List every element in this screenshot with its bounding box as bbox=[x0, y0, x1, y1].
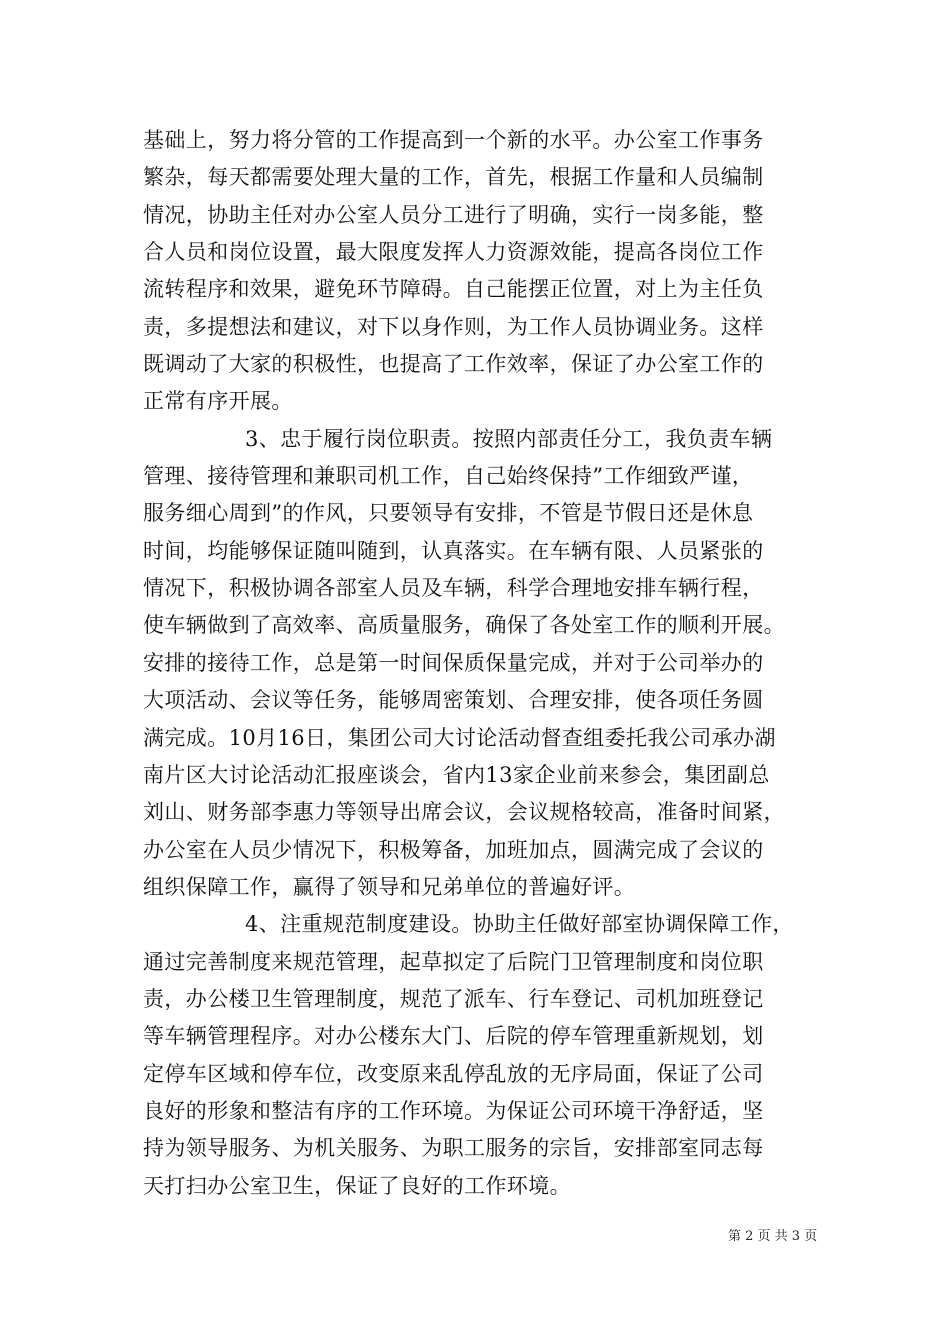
text-line: 定停车区域和停车位，改变原来乱停乱放的无序局面，保证了公司 bbox=[143, 1061, 764, 1086]
paragraph-start-line: 3、忠于履行岗位职责。按照内部责任分工，我负责车辆 bbox=[245, 426, 773, 451]
text-line: 组织保障工作，赢得了领导和兄弟单位的普遍好评。 bbox=[143, 874, 636, 899]
text-line: 良好的形象和整洁有序的工作环境。为保证公司环境干净舒适，坚 bbox=[143, 1098, 764, 1123]
text-line: 责，办公楼卫生管理制度，规范了派车、行车登记、司机加班登记 bbox=[143, 986, 764, 1011]
text-line: 使车辆做到了高效率、高质量服务，确保了各处室工作的顺利开展。 bbox=[143, 613, 785, 638]
text-line: 服务细心周到”的作风，只要领导有安排，不管是节假日还是休息 bbox=[143, 501, 754, 526]
text-line: 安排的接待工作，总是第一时间保质保量完成，并对于公司举办的 bbox=[143, 650, 764, 675]
paragraph-start-line: 4、注重规范制度建设。协助主任做好部室协调保障工作， bbox=[245, 912, 794, 937]
text-line: 天打扫办公室卫生，保证了良好的工作环境。 bbox=[143, 1173, 571, 1198]
text-line: 繁杂，每天都需要处理大量的工作，首先，根据工作量和人员编制 bbox=[143, 165, 764, 190]
text-line: 责，多提想法和建议，对下以身作则，为工作人员协调业务。这样 bbox=[143, 314, 764, 339]
text-line: 通过完善制度来规范管理，起草拟定了后院门卫管理制度和岗位职 bbox=[143, 949, 764, 974]
text-line: 南片区大讨论活动汇报座谈会，省内13家企业前来参会，集团副总 bbox=[143, 762, 770, 787]
text-line: 既调动了大家的积极性，也提高了工作效率，保证了办公室工作的 bbox=[143, 352, 764, 377]
text-line: 正常有序开展。 bbox=[143, 389, 293, 414]
text-line: 大项活动、会议等任务，能够周密策划、合理安排，使各项任务圆 bbox=[143, 688, 764, 713]
document-body bbox=[143, 122, 808, 1205]
text-line: 刘山、财务部李惠力等领导出席会议，会议规格较高，准备时间紧， bbox=[143, 800, 785, 825]
text-line: 流转程序和效果，避免环节障碍。自己能摆正位置，对上为主任负 bbox=[143, 277, 764, 302]
text-line: 办公室在人员少情况下，积极筹备，加班加点，圆满完成了会议的 bbox=[143, 837, 764, 862]
text-line: 基础上，努力将分管的工作提高到一个新的水平。办公室工作事务 bbox=[143, 128, 764, 152]
text-line: 满完成。10月16日，集团公司大讨论活动督查组委托我公司承办湖 bbox=[143, 725, 776, 750]
text-line: 管理、接待管理和兼职司机工作，自己始终保持”工作细致严谨， bbox=[143, 464, 754, 489]
text-line: 时间，均能够保证随叫随到，认真落实。在车辆有限、人员紧张的 bbox=[143, 538, 764, 563]
text-line: 持为领导服务、为机关服务、为职工服务的宗旨，安排部室同志每 bbox=[143, 1136, 764, 1161]
text-line: 情况，协助主任对办公室人员分工进行了明确，实行一岗多能，整 bbox=[143, 202, 764, 227]
text-line: 等车辆管理程序。对办公楼东大门、后院的停车管理重新规划，划 bbox=[143, 1024, 764, 1049]
text-line: 情况下，积极协调各部室人员及车辆，科学合理地安排车辆行程， bbox=[143, 576, 764, 601]
text-line: 合人员和岗位设置，最大限度发挥人力资源效能，提高各岗位工作 bbox=[143, 240, 764, 265]
page-number: 第 2 页 共 3 页 bbox=[728, 1229, 818, 1244]
